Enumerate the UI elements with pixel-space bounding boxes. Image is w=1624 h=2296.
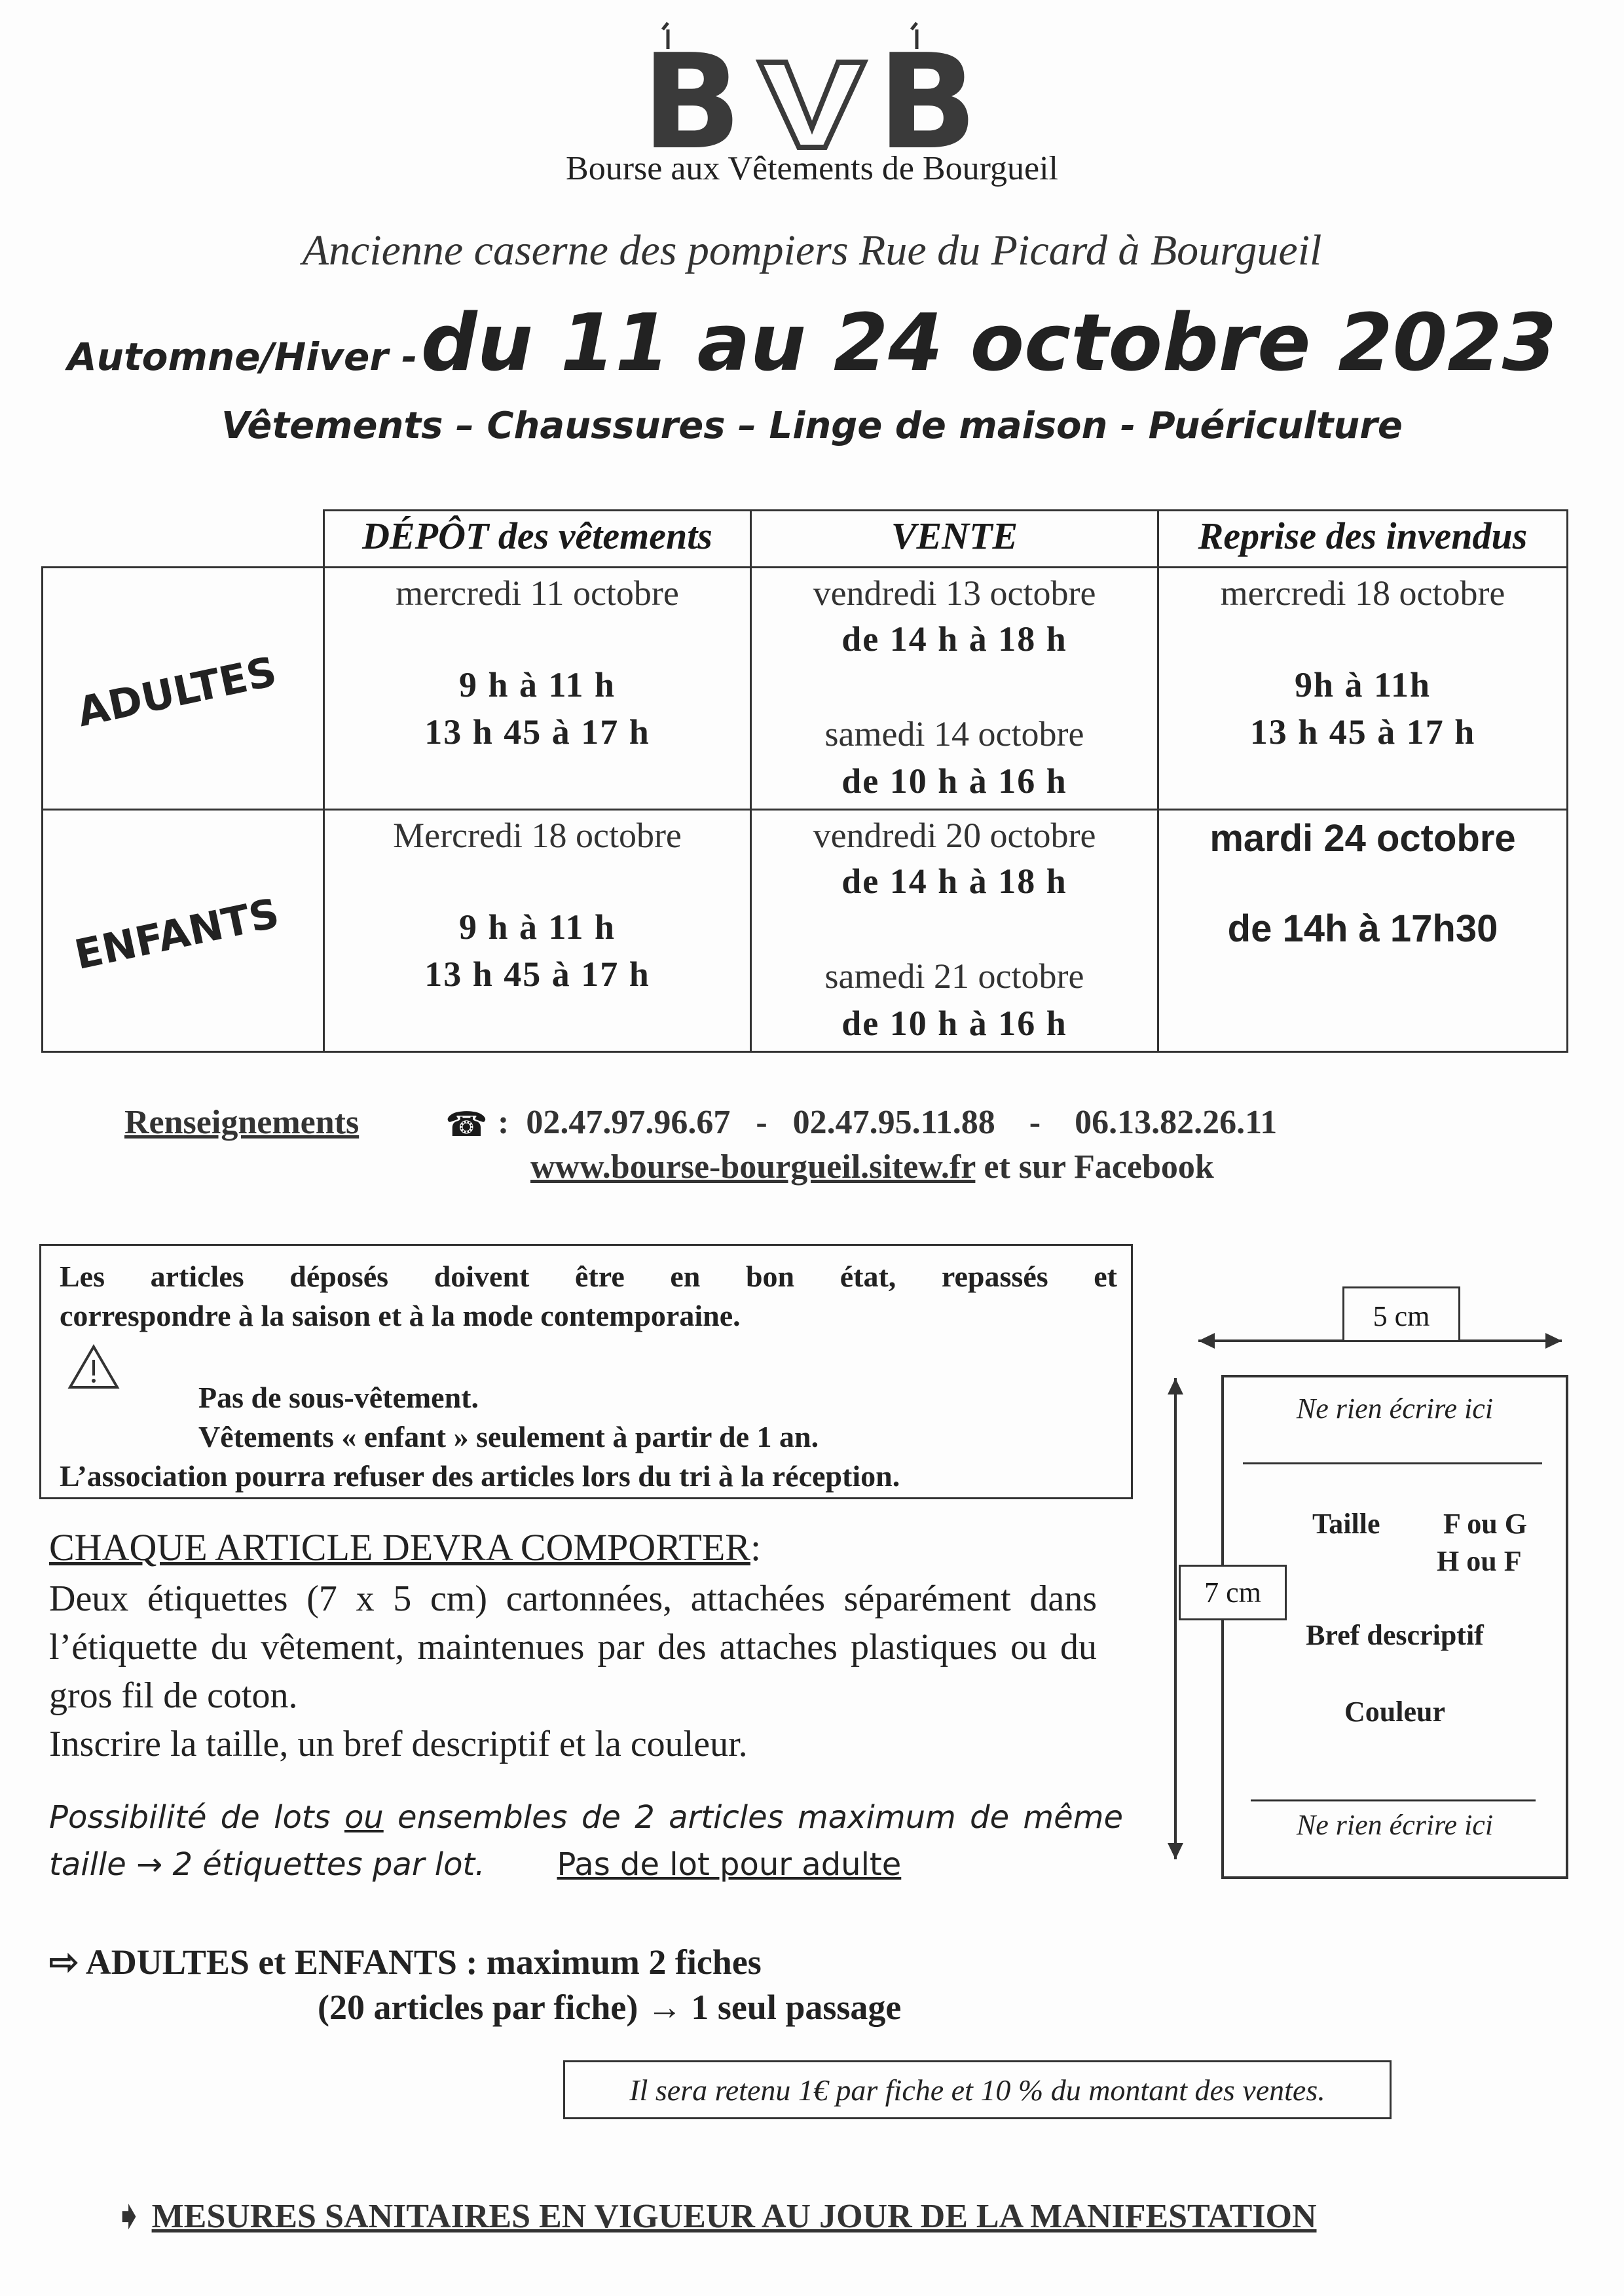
article-heading-colon: :: [750, 1526, 762, 1569]
article-heading-text: CHAQUE ARTICLE DEVRA COMPORTER: [49, 1526, 750, 1569]
width-dimension: 5 cm: [1342, 1286, 1460, 1340]
website-suffix: et sur Facebook: [975, 1148, 1214, 1186]
sanitary-measures-text: MESURES SANITAIRES EN VIGUEUR AU JOUR DE LA MANIFESTATION: [151, 2198, 1317, 2235]
vente-day-1: vendredi 20 octobre: [813, 816, 1096, 855]
warning-line-5: L’association pourra refuser des articles lors du tri à la réception.: [60, 1459, 900, 1493]
depot-day: Mercredi 18 octobre: [393, 816, 682, 855]
warning-line-2: correspondre à la saison et à la mode contemporaine.: [60, 1299, 741, 1332]
header-depot: DÉPÔT des vêtements: [362, 515, 712, 557]
label-bref: Bref descriptif: [1306, 1619, 1484, 1651]
header-vente: VENTE: [891, 515, 1018, 557]
depot-time-1: 9 h à 11 h: [458, 907, 616, 947]
bvb-logo: [629, 20, 995, 157]
svg-text:B: B: [642, 26, 742, 157]
depot-time-2: 13 h 45 à 17 h: [424, 712, 650, 752]
articles-per-fiche: (20 articles par fiche) → 1 seul passage: [318, 1988, 902, 2027]
depot-day: mercredi 11 octobre: [396, 574, 679, 613]
height-dimension: 7 cm: [1179, 1565, 1287, 1620]
warning-line-1: Les articles déposés doivent être en bon état, repassés et: [60, 1260, 1117, 1293]
season-label: Automne/Hiver -: [67, 335, 418, 379]
lots-text-b: ensembles de 2 articles maximum de même taille → 2 étiquettes par lot.: [49, 1799, 1123, 1883]
fee-note: Il sera retenu 1€ par fiche et 10 % du montant des ventes.: [563, 2060, 1392, 2119]
event-dates: [0, 298, 1624, 389]
requirements-paragraph-2: Inscrire la taille, un bref descriptif et la couleur.: [49, 1724, 748, 1764]
warning-line-4: Vêtements « enfant » seulement à partir de 1 an.: [198, 1420, 819, 1453]
reprise-time-1: 9h à 11h: [1294, 665, 1431, 704]
date-range: du 11 au 24 octobre 2023: [420, 298, 1557, 389]
no-adult-lots: Pas de lot pour adulte: [557, 1846, 902, 1883]
article-heading: [49, 1525, 761, 1569]
reprise-time-2: 13 h 45 à 17 h: [1249, 712, 1476, 752]
depot-time-1: 9 h à 11 h: [458, 665, 616, 704]
label-diagram: [1221, 1375, 1568, 1879]
depot-time-2: 13 h 45 à 17 h: [424, 955, 650, 994]
vente-day-1: vendredi 13 octobre: [813, 574, 1096, 613]
warning-triangle-icon: [67, 1344, 120, 1390]
organization-name: Bourse aux Vêtements de Bourgueil: [566, 150, 1058, 187]
phone-numbers: : 02.47.97.96.67 - 02.47.95.11.88 - 06.13.82.26.11: [498, 1104, 1278, 1141]
reprise-day: mercredi 18 octobre: [1220, 574, 1505, 613]
vente-time-2: de 10 h à 16 h: [841, 761, 1067, 801]
item-categories: Vêtements – Chaussures – Linge de maison - Puériculture: [221, 405, 1403, 447]
svg-text:B: B: [877, 26, 978, 157]
label-bottom-note: Ne rien écrire ici: [1296, 1809, 1494, 1841]
cell-adultes-depot: [323, 566, 752, 811]
cell-enfants-depot: [323, 809, 752, 1053]
cell-adultes-reprise: [1157, 566, 1568, 811]
row-label-enfants: ENFANTS: [70, 888, 284, 979]
reprise-time: de 14h à 17h30: [1227, 907, 1498, 950]
cell-adultes-vente: [750, 566, 1159, 811]
lots-note: [49, 1794, 1123, 1888]
header-reprise: Reprise des invendus: [1198, 515, 1528, 557]
article-requirements: [49, 1575, 1097, 1768]
info-label: Renseignements: [124, 1104, 360, 1141]
telephone-icon: ☎: [445, 1106, 488, 1144]
label-top-note: Ne rien écrire ici: [1296, 1393, 1494, 1425]
vente-day-2: samedi 14 octobre: [824, 714, 1084, 754]
label-fg: F ou G: [1443, 1508, 1527, 1540]
label-hf: H ou F: [1437, 1545, 1522, 1577]
warning-box: [39, 1244, 1133, 1499]
warning-line-3: Pas de sous-vêtement.: [198, 1381, 479, 1414]
vente-day-2: samedi 21 octobre: [824, 957, 1084, 996]
cell-enfants-reprise: [1157, 809, 1568, 1053]
sanitary-measures: [115, 2196, 1317, 2236]
requirements-paragraph-1: Deux étiquettes (7 x 5 cm) cartonnées, attachées séparément dans l’étiquette du vêtement, maintenues par des attaches plastiques ou du gros fil de coton.: [49, 1578, 1097, 1716]
lots-ou: ou: [344, 1799, 384, 1836]
website-link[interactable]: www.bourse-bourgueil.sitew.fr: [530, 1148, 976, 1186]
reprise-day: mardi 24 octobre: [1209, 817, 1516, 860]
label-couleur: Couleur: [1344, 1696, 1445, 1728]
arrow-right-icon: ➧: [115, 2198, 143, 2235]
max-fiches: ⇨ ADULTES et ENFANTS : maximum 2 fiches: [49, 1942, 762, 1982]
cell-enfants-vente: [750, 809, 1159, 1053]
row-label-adultes: ADULTES: [73, 647, 281, 737]
label-taille: Taille: [1312, 1508, 1380, 1540]
vente-time-1: de 14 h à 18 h: [841, 862, 1067, 901]
event-address: Ancienne caserne des pompiers Rue du Picard à Bourgueil: [302, 227, 1322, 274]
vente-time-1: de 14 h à 18 h: [841, 619, 1067, 659]
lots-text-a: Possibilité de lots: [49, 1799, 344, 1836]
vente-time-2: de 10 h à 16 h: [841, 1004, 1067, 1043]
website-line: [530, 1148, 1214, 1186]
